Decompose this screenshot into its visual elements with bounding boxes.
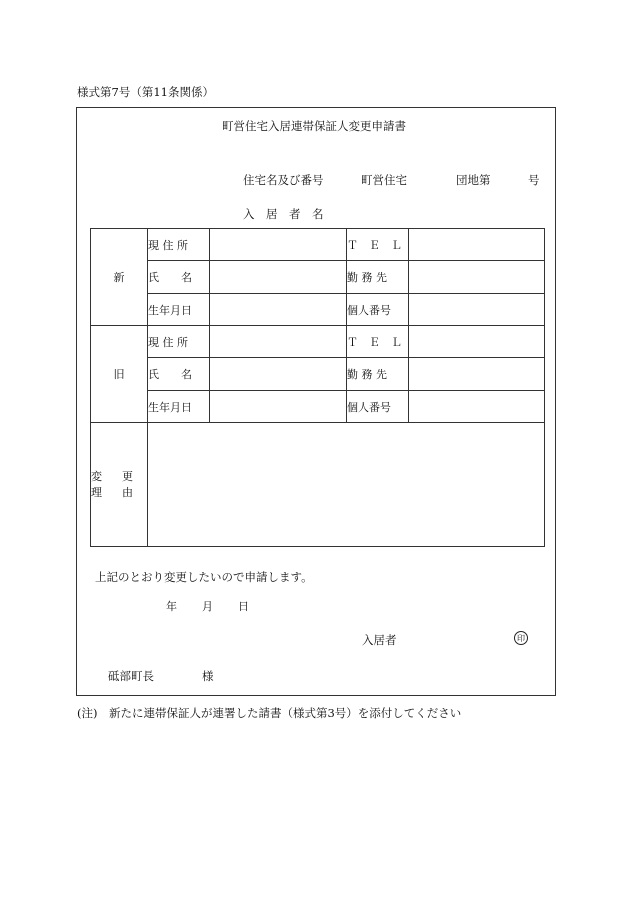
- old-personal-number-value[interactable]: [409, 391, 545, 423]
- table-row: [91, 423, 545, 547]
- table-row: [91, 294, 545, 326]
- seal-icon: 印: [514, 631, 528, 645]
- date-day: 日: [238, 600, 249, 613]
- old-address-label: 現 住 所: [148, 326, 210, 358]
- resident-name-label: 入 居 者 名: [243, 207, 324, 221]
- new-workplace-value[interactable]: [409, 261, 545, 294]
- housing-prefix: 町営住宅: [361, 173, 407, 187]
- date-year: 年: [166, 600, 177, 613]
- table-row: [91, 391, 545, 423]
- old-group-label: 旧: [91, 326, 148, 423]
- new-name-label: 氏 名: [148, 261, 210, 294]
- reason-label: 変 更 理 由: [91, 423, 148, 547]
- addressee-name: 砥部町長: [108, 669, 154, 683]
- form-title: 町営住宅入居連帯保証人変更申請書: [222, 119, 406, 133]
- new-birth-label: 生年月日: [148, 294, 210, 326]
- new-tel-label: Ｔ Ｅ Ｌ: [347, 229, 409, 261]
- old-name-label: 氏 名: [148, 358, 210, 391]
- old-address-value[interactable]: [210, 326, 347, 358]
- form-number: 様式第7号（第11条関係）: [77, 85, 214, 99]
- new-address-label: 現 住 所: [148, 229, 210, 261]
- housing-danchi: 団地第: [456, 173, 491, 187]
- old-tel-value[interactable]: [409, 326, 545, 358]
- new-tel-value[interactable]: [409, 229, 545, 261]
- new-personal-number-label: 個人番号: [347, 294, 409, 326]
- old-birth-value[interactable]: [210, 391, 347, 423]
- table-row: [91, 229, 545, 261]
- old-tel-label: Ｔ Ｅ Ｌ: [347, 326, 409, 358]
- old-workplace-label: 勤 務 先: [347, 358, 409, 391]
- old-name-value[interactable]: [210, 358, 347, 391]
- table-row: [91, 326, 545, 358]
- change-table: [90, 228, 545, 547]
- housing-label: 住宅名及び番号: [243, 173, 324, 187]
- new-personal-number-value[interactable]: [409, 294, 545, 326]
- old-workplace-value[interactable]: [409, 358, 545, 391]
- reason-value[interactable]: [148, 423, 545, 547]
- table-row: [91, 261, 545, 294]
- new-name-value[interactable]: [210, 261, 347, 294]
- date-month: 月: [202, 600, 213, 613]
- note: (注) 新たに連帯保証人が連署した請書（様式第3号）を添付してください: [77, 706, 462, 720]
- old-birth-label: 生年月日: [148, 391, 210, 423]
- housing-number-suffix: 号: [528, 173, 540, 187]
- statement: 上記のとおり変更したいので申請します。: [95, 570, 313, 584]
- new-group-label: 新: [91, 229, 148, 326]
- new-workplace-label: 勤 務 先: [347, 261, 409, 294]
- addressee-honorific: 様: [202, 669, 214, 683]
- new-address-value[interactable]: [210, 229, 347, 261]
- old-personal-number-label: 個人番号: [347, 391, 409, 423]
- new-birth-value[interactable]: [210, 294, 347, 326]
- applicant-label: 入居者: [362, 633, 397, 647]
- table-row: [91, 358, 545, 391]
